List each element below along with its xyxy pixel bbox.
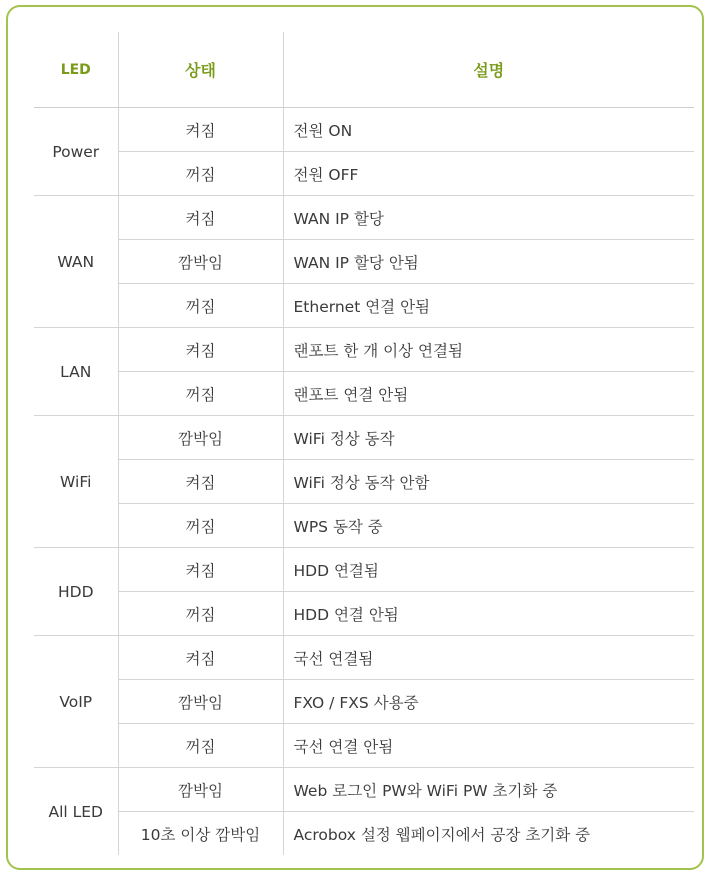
- table-row: [34, 284, 694, 328]
- table-row: [34, 240, 694, 284]
- table-row: [34, 548, 694, 592]
- state-cell: 켜짐: [118, 196, 283, 240]
- table-body: [34, 108, 694, 856]
- description-cell: 랜포트 연결 안됨: [283, 372, 694, 416]
- description-cell: 국선 연결됨: [283, 636, 694, 680]
- description-cell: WiFi 정상 동작: [283, 416, 694, 460]
- description-cell: WAN IP 할당 안됨: [283, 240, 694, 284]
- state-cell: 켜짐: [118, 548, 283, 592]
- state-cell: 깜박임: [118, 680, 283, 724]
- table-row: [34, 416, 694, 460]
- state-cell: 깜박임: [118, 768, 283, 812]
- led-name-cell: WAN: [34, 196, 118, 328]
- state-cell: 깜박임: [118, 416, 283, 460]
- led-name-cell: VoIP: [34, 636, 118, 768]
- state-cell: 깜박임: [118, 240, 283, 284]
- description-cell: HDD 연결 안됨: [283, 592, 694, 636]
- state-cell: 꺼짐: [118, 152, 283, 196]
- description-cell: 국선 연결 안됨: [283, 724, 694, 768]
- table-row: [34, 196, 694, 240]
- table-row: [34, 592, 694, 636]
- table-row: [34, 328, 694, 372]
- led-table-card: [6, 5, 704, 870]
- table-row: [34, 504, 694, 548]
- led-name-cell: HDD: [34, 548, 118, 636]
- state-cell: 꺼짐: [118, 592, 283, 636]
- table-row: [34, 680, 694, 724]
- state-cell: 꺼짐: [118, 504, 283, 548]
- header-description: 설명: [283, 32, 694, 108]
- table-row: [34, 636, 694, 680]
- table-row: [34, 372, 694, 416]
- table-row: [34, 768, 694, 812]
- table-row: [34, 152, 694, 196]
- state-cell: 켜짐: [118, 108, 283, 152]
- table-header-row: [34, 32, 694, 108]
- description-cell: Web 로그인 PW와 WiFi PW 초기화 중: [283, 768, 694, 812]
- table-row: [34, 812, 694, 856]
- description-cell: Ethernet 연결 안됨: [283, 284, 694, 328]
- table-row: [34, 108, 694, 152]
- led-status-table: [34, 32, 694, 855]
- description-cell: WAN IP 할당: [283, 196, 694, 240]
- description-cell: 전원 OFF: [283, 152, 694, 196]
- description-cell: Acrobox 설정 웹페이지에서 공장 초기화 중: [293, 825, 591, 844]
- table-row: [34, 460, 694, 504]
- state-cell: 꺼짐: [118, 372, 283, 416]
- led-name-cell: WiFi: [34, 416, 118, 548]
- state-cell: 10초 이상 깜박임: [118, 812, 283, 856]
- description-cell: WiFi 정상 동작 안함: [283, 460, 694, 504]
- table-row: [34, 724, 694, 768]
- description-cell: FXO / FXS 사용중: [283, 680, 694, 724]
- description-cell: HDD 연결됨: [283, 548, 694, 592]
- description-cell: 전원 ON: [283, 108, 694, 152]
- state-cell: 꺼짐: [118, 284, 283, 328]
- led-name-cell: LAN: [34, 328, 118, 416]
- state-cell: 켜짐: [118, 460, 283, 504]
- state-cell: 켜짐: [118, 636, 283, 680]
- header-led: LED: [34, 32, 118, 108]
- led-name-cell: All LED: [48, 802, 103, 821]
- description-cell: 랜포트 한 개 이상 연결됨: [283, 328, 694, 372]
- state-cell: 꺼짐: [118, 724, 283, 768]
- header-state: 상태: [118, 32, 283, 108]
- led-name-cell: Power: [34, 108, 118, 196]
- description-cell: WPS 동작 중: [283, 504, 694, 548]
- state-cell: 켜짐: [118, 328, 283, 372]
